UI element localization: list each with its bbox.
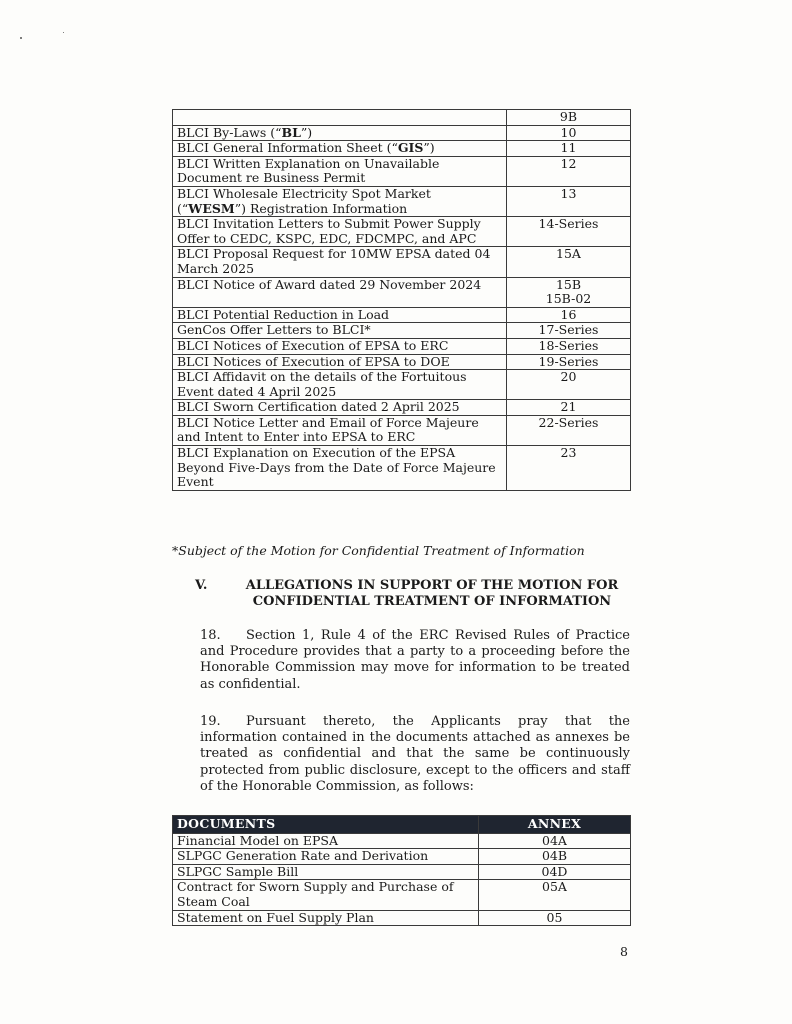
- annex-cell: 15A: [507, 247, 631, 277]
- scan-speck: [20, 37, 22, 39]
- document-cell: GenCos Offer Letters to BLCI*: [173, 323, 507, 339]
- annex-cell: 18-Series: [507, 338, 631, 354]
- document-cell: BLCI Notice of Award dated 29 November 2024: [173, 277, 507, 307]
- document-cell: BLCI Notice Letter and Email of Force Majeure and Intent to Enter into EPSA to ERC: [173, 415, 507, 445]
- document-cell: SLPGC Sample Bill: [173, 864, 479, 880]
- table-row: [173, 323, 631, 339]
- confidential-footnote: *Subject of the Motion for Confidential Treatment of Information: [172, 543, 585, 558]
- section-title: ALLEGATIONS IN SUPPORT OF THE MOTION FOR CONFIDENTIAL TREATMENT OF INFORMATION: [245, 578, 619, 609]
- table-row: [173, 110, 631, 126]
- document-cell: BLCI Notices of Execution of EPSA to DOE: [173, 354, 507, 370]
- document-cell: BLCI Explanation on Execution of the EPSA Beyond Five-Days from the Date of Force Majeure Event: [173, 446, 507, 491]
- annex-cell: 05A: [479, 880, 631, 910]
- table-row: [173, 338, 631, 354]
- page-number: 8: [620, 944, 628, 959]
- documents-header: DOCUMENTS: [173, 816, 479, 834]
- table-row: [173, 354, 631, 370]
- table-row: [173, 247, 631, 277]
- annex-cell: 22-Series: [507, 415, 631, 445]
- table-row: [173, 833, 631, 849]
- document-cell: [173, 110, 507, 126]
- annex-table-body: [173, 110, 631, 491]
- paragraph-text: Pursuant thereto, the Applicants pray that the information contained in the documents attached as annexes be treated as confidential and that the same be continuously protected from public disclosure, except to the officers and staff of the Honorable Commission, as follows:: [200, 714, 630, 794]
- confidential-table-body: [173, 833, 631, 926]
- table-row: [173, 370, 631, 400]
- annex-cell: 23: [507, 446, 631, 491]
- annex-cell: 19-Series: [507, 354, 631, 370]
- paragraph-19: [200, 714, 630, 795]
- table-row: [173, 307, 631, 323]
- confidential-documents-table: [172, 815, 631, 926]
- section-heading: [195, 578, 635, 610]
- annex-cell: 12: [507, 156, 631, 186]
- document-cell: BLCI Invitation Letters to Submit Power Supply Offer to CEDC, KSPC, EDC, FDCMPC, and APC: [173, 217, 507, 247]
- table-row: [173, 446, 631, 491]
- annex-cell: 14-Series: [507, 217, 631, 247]
- annex-cell: 17-Series: [507, 323, 631, 339]
- paragraph-number: 18.: [200, 628, 221, 643]
- table-row: [173, 217, 631, 247]
- document-cell: BLCI Affidavit on the details of the Fortuitous Event dated 4 April 2025: [173, 370, 507, 400]
- document-cell: BLCI Potential Reduction in Load: [173, 307, 507, 323]
- table-row: [173, 186, 631, 216]
- document-cell: BLCI Sworn Certification dated 2 April 2025: [173, 400, 507, 416]
- annex-cell: 16: [507, 307, 631, 323]
- document-cell: Statement on Fuel Supply Plan: [173, 910, 479, 926]
- annex-cell: 15B 15B-02: [507, 277, 631, 307]
- annex-cell: 04A: [479, 833, 631, 849]
- table-row: [173, 277, 631, 307]
- document-cell: SLPGC Generation Rate and Derivation: [173, 849, 479, 865]
- table-row: [173, 880, 631, 910]
- table-row: [173, 125, 631, 141]
- document-cell: Contract for Sworn Supply and Purchase of Steam Coal: [173, 880, 479, 910]
- document-cell: BLCI General Information Sheet (“GIS”): [173, 141, 507, 157]
- annex-cell: 20: [507, 370, 631, 400]
- annex-cell: 21: [507, 400, 631, 416]
- document-cell: Financial Model on EPSA: [173, 833, 479, 849]
- table-row: [173, 910, 631, 926]
- paragraph-text: Section 1, Rule 4 of the ERC Revised Rules of Practice and Procedure provides that a party to a proceeding before the Honorable Commission may move for information to be treated as confidential.: [200, 628, 630, 692]
- paragraph-18: [200, 628, 630, 693]
- table-row: [173, 415, 631, 445]
- table-header-row: [173, 816, 631, 834]
- table-row: [173, 864, 631, 880]
- section-number: V.: [195, 578, 208, 593]
- annex-cell: 9B: [507, 110, 631, 126]
- annex-header: ANNEX: [479, 816, 631, 834]
- document-cell: BLCI By-Laws (“BL”): [173, 125, 507, 141]
- table-row: [173, 156, 631, 186]
- annex-cell: 05: [479, 910, 631, 926]
- annex-cell: 10: [507, 125, 631, 141]
- document-cell: BLCI Notices of Execution of EPSA to ERC: [173, 338, 507, 354]
- table-row: [173, 849, 631, 865]
- table-row: [173, 141, 631, 157]
- annex-cell: 11: [507, 141, 631, 157]
- scan-speck: [63, 32, 64, 33]
- document-cell: BLCI Wholesale Electricity Spot Market (“WESM”) Registration Information: [173, 186, 507, 216]
- document-cell: BLCI Proposal Request for 10MW EPSA dated 04 March 2025: [173, 247, 507, 277]
- annex-table: [172, 109, 631, 491]
- annex-cell: 04D: [479, 864, 631, 880]
- document-cell: BLCI Written Explanation on Unavailable Document re Business Permit: [173, 156, 507, 186]
- table-row: [173, 400, 631, 416]
- annex-cell: 04B: [479, 849, 631, 865]
- annex-cell: 13: [507, 186, 631, 216]
- paragraph-number: 19.: [200, 714, 221, 729]
